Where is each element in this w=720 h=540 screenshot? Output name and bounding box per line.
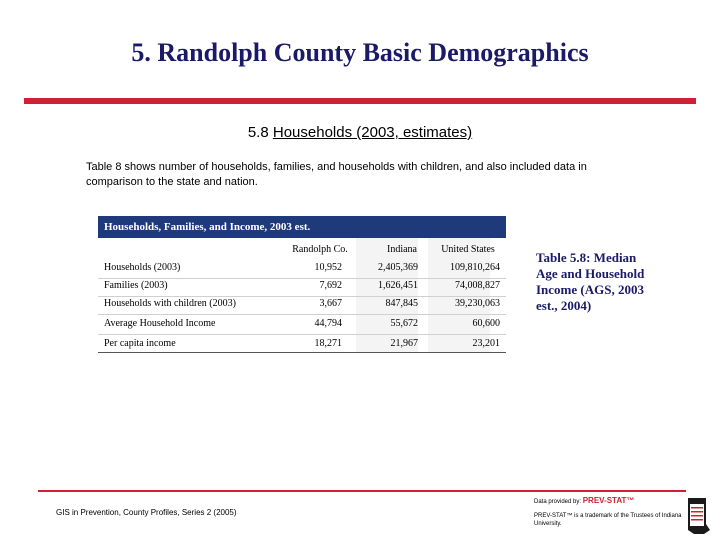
cell-indiana: 55,672 bbox=[390, 318, 418, 329]
column-header-indiana: Indiana bbox=[387, 244, 417, 255]
row-label: Households with children (2003) bbox=[104, 298, 236, 309]
cell-indiana: 847,845 bbox=[385, 298, 418, 309]
cell-randolph: 10,952 bbox=[314, 262, 342, 273]
footer-text: GIS in Prevention, County Profiles, Series 2 (2005) bbox=[56, 508, 237, 517]
table-row bbox=[98, 338, 506, 356]
intro-paragraph: Table 8 shows number of households, families, and households with children, and also included data in comparison to the state and nation. bbox=[86, 161, 587, 188]
footer-divider bbox=[38, 490, 686, 492]
table-caption: Table 5.8: Median Age and Household Income (AGS, 2003 est., 2004) bbox=[536, 250, 645, 313]
row-divider bbox=[98, 314, 506, 315]
cell-united-states: 109,810,264 bbox=[450, 262, 500, 273]
page-title: 5. Randolph County Basic Demographics bbox=[131, 38, 589, 67]
row-label: Families (2003) bbox=[104, 280, 168, 291]
cell-united-states: 74,008,827 bbox=[455, 280, 500, 291]
column-header-randolph: Randolph Co. bbox=[292, 244, 348, 255]
cell-randolph: 44,794 bbox=[314, 318, 342, 329]
cell-indiana: 1,626,451 bbox=[378, 280, 418, 291]
row-divider bbox=[98, 334, 506, 335]
cell-randolph: 18,271 bbox=[314, 338, 342, 349]
credit-prefix: Data provided by: bbox=[534, 499, 582, 505]
row-label: Per capita income bbox=[104, 338, 176, 349]
column-header-united-states: United States bbox=[441, 244, 495, 255]
section-number: 5.8 bbox=[247, 124, 269, 141]
title-divider bbox=[24, 98, 696, 104]
section-heading: Households (2003, estimates) bbox=[272, 124, 473, 141]
row-divider bbox=[98, 296, 506, 297]
data-credit bbox=[534, 497, 684, 528]
row-label: Households (2003) bbox=[104, 262, 181, 273]
row-divider bbox=[98, 278, 506, 279]
cell-randolph: 7,692 bbox=[319, 280, 342, 291]
cell-united-states: 23,201 bbox=[472, 338, 500, 349]
table-bottom-rule bbox=[98, 352, 506, 353]
trademark-note: PREV-STAT™ is a trademark of the Trustees of Indiana University. bbox=[534, 513, 682, 527]
brand-name: PREV-STAT™ bbox=[582, 496, 635, 505]
cell-united-states: 60,600 bbox=[472, 318, 500, 329]
cell-united-states: 39,230,063 bbox=[455, 298, 500, 309]
cell-randolph: 3,667 bbox=[319, 298, 342, 309]
section-subtitle bbox=[0, 124, 720, 141]
table-header: Households, Families, and Income, 2003 est. bbox=[98, 216, 506, 238]
demographics-table bbox=[98, 216, 508, 354]
row-label: Average Household Income bbox=[104, 318, 216, 329]
cell-indiana: 21,967 bbox=[390, 338, 418, 349]
cell-indiana: 2,405,369 bbox=[378, 262, 418, 273]
indiana-state-logo-icon bbox=[684, 496, 714, 536]
